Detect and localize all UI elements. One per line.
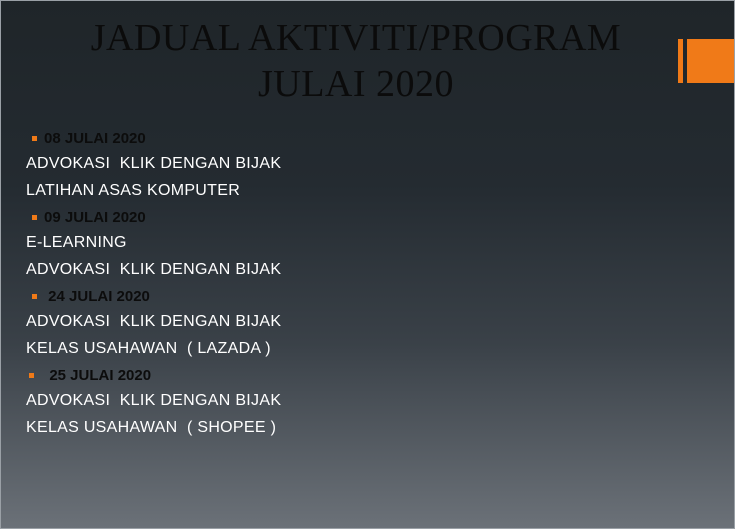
accent-thin-bar — [678, 39, 683, 83]
schedule-date — [1, 204, 701, 230]
bullet-icon — [32, 215, 37, 220]
activity-item: KELAS USAHAWAN ( SHOPEE ) — [26, 418, 277, 436]
date-label: 25 JULAI 2020 — [41, 366, 152, 384]
schedule-date — [1, 362, 701, 388]
schedule-date — [1, 125, 701, 151]
accent-thick-bar — [687, 39, 735, 83]
bullet-icon — [32, 136, 37, 141]
bullet-icon — [29, 373, 34, 378]
title-line-2: JULAI 2020 — [257, 63, 455, 105]
activity-item: ADVOKASI KLIK DENGAN BIJAK — [26, 392, 282, 409]
activity-item: KELAS USAHAWAN ( LAZADA ) — [26, 339, 271, 357]
activity-item: E-LEARNING — [26, 234, 127, 251]
activity-item: LATIHAN ASAS KOMPUTER — [26, 181, 241, 199]
title-line-1: JADUAL AKTIVITI/PROGRAM — [90, 17, 622, 59]
activity-item: ADVOKASI KLIK DENGAN BIJAK — [26, 313, 282, 330]
schedule-list — [1, 125, 701, 441]
bullet-icon — [32, 294, 37, 299]
activity-item: ADVOKASI KLIK DENGAN BIJAK — [26, 155, 282, 172]
date-label: 09 JULAI 2020 — [44, 208, 146, 226]
schedule-date — [1, 283, 701, 309]
activity-item: ADVOKASI KLIK DENGAN BIJAK — [26, 260, 282, 278]
slide-title — [1, 15, 711, 107]
date-label: 08 JULAI 2020 — [44, 129, 146, 147]
date-label: 24 JULAI 2020 — [44, 287, 150, 305]
